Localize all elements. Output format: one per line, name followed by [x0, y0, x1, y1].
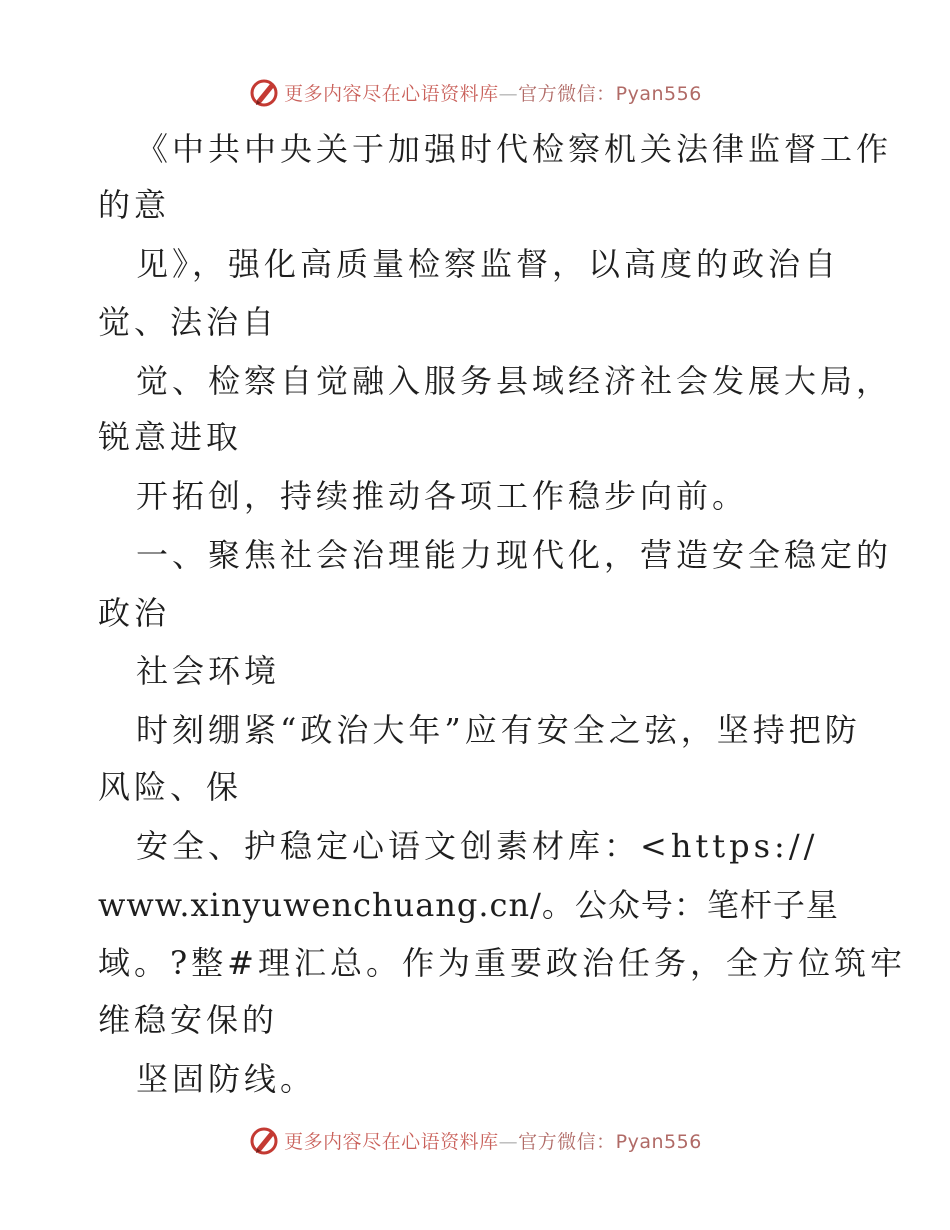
pen-logo-icon — [248, 76, 280, 108]
body-line: 域。?整#理汇总。作为重要政治任务，全方位筑牢 — [98, 944, 906, 982]
body-line: 社会环境 — [136, 652, 281, 690]
body-line: 开拓创，持续推动各项工作稳步向前。 — [136, 477, 749, 515]
header-text — [284, 79, 702, 106]
footer-separator: — — [498, 1130, 519, 1153]
body-line: www.xinyuwenchuang.cn/。公众号：笔杆子星 — [98, 886, 839, 924]
header-banner — [0, 72, 950, 112]
footer-text — [284, 1127, 702, 1154]
body-line: 锐意进取 — [98, 418, 243, 456]
body-line: 维稳安保的 — [98, 1001, 279, 1039]
body-line: 一、聚焦社会治理能力现代化，营造安全稳定的 — [136, 536, 893, 574]
body-line: 《中共中央关于加强时代检察机关法律监督工作 — [136, 130, 893, 168]
body-line: 风险、保 — [98, 768, 243, 806]
body-line: 安全、护稳定心语文创素材库：<https:// — [136, 827, 819, 865]
footer-brand: 更多内容尽在心语资料库 — [284, 1130, 499, 1153]
body-line: 觉、法治自 — [98, 303, 279, 341]
header-brand: 更多内容尽在心语资料库 — [284, 82, 499, 105]
header-separator: — — [498, 82, 519, 105]
pen-logo-icon — [248, 1124, 280, 1156]
body-line: 的意 — [98, 186, 171, 224]
body-line: 政治 — [98, 594, 171, 632]
body-line: 时刻绷紧“政治大年”应有安全之弦，坚持把防 — [136, 711, 861, 749]
body-line: 见》，强化高质量检察监督，以高度的政治自 — [136, 245, 841, 283]
header-contact: 官方微信：Pyan556 — [518, 82, 702, 105]
footer-contact: 官方微信：Pyan556 — [518, 1130, 702, 1153]
footer-banner — [0, 1120, 950, 1160]
body-line: 觉、检察自觉融入服务县域经济社会发展大局， — [136, 362, 893, 400]
body-line: 坚固防线。 — [136, 1060, 317, 1098]
